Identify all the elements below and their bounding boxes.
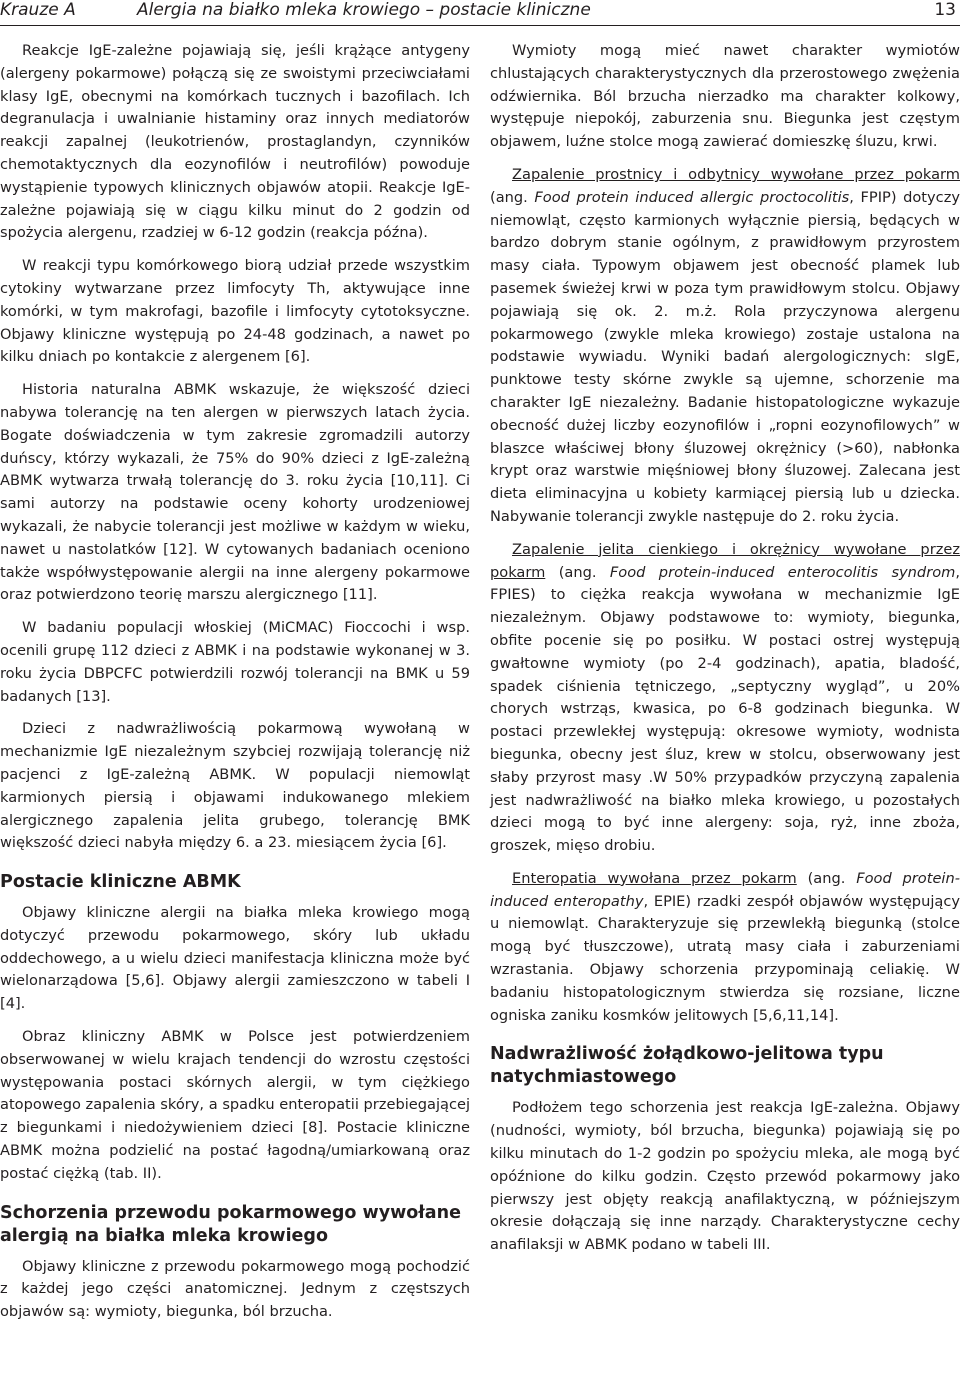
subsection-title: Enteropatia wywołana przez pokarm	[512, 869, 797, 887]
paragraph: Wymioty mogą mieć nawet charakter wymiotów chlustających charakterystycznych dla przerostowego zwężenia odźwiernika. Ból brzucha nierzadko ma charakter kolkowy, występuje niepokój, zaburzenia snu. Biegunka jest częstym objawem, luźne stolce mogą zawierać domieszkę śluzu, krwi.	[490, 42, 960, 151]
english-term: Food protein-induced enterocolitis syndrom	[609, 563, 956, 581]
text-span: (ang.	[796, 869, 857, 887]
paragraph: Dzieci z nadwrażliwością pokarmową wywołaną w mechanizmie IgE niezależnym szybciej rozwijają tolerancję niż pacjenci z IgE-zależną ABMK. W populacji niemowląt karmionych piersią i objawami indukowanego mlekiem alergicznego zapalenia jelita grubego, tolerancję BMK większość dzieci nabyła między 6. a 23. miesiącem życia [6].	[0, 720, 470, 852]
section-heading: Schorzenia przewodu pokarmowego wywołane alergią na białka mleka krowiego	[0, 1202, 461, 1246]
paragraph	[490, 868, 960, 1028]
section-heading: Nadwrażliwość żołądkowo-jelitowa typu natychmiastowego	[490, 1044, 884, 1088]
text-span: (ang.	[545, 563, 610, 581]
page-number: 13	[934, 0, 956, 20]
text-span: , FPIP) dotyczy niemowląt, często karmionych wyłącznie piersią, będących w bardzo dobrym stanie ogólnym, z prawidłowym przyrostem masy ciała. Typowym objawem jest obecność plamek lub pasemek świeżej krwi w poza tym prawidłowym stolcu. Objawy pojawiają się ok. 2. m.ż. Rola przyczynowa alergenu pokarmowego (zwykle mleka krowiego) zostaje ustalona na podstawie wywiadu. Wyniki badań alergologicznych: sIgE, punktowe testy skórne zwykle są ujemne, schorzenie ma charakter IgE niezależny. Badanie histopatologiczne wykazuje obecność dużej liczby eozynofilów i „ropni eozynofilowych” w blaszce właściwej błony śluzowej okrężnicy (>60), nabłonka krypt oraz warstwie mięśniowej błony śluzowej. Zalecana jest dieta eliminacyjna u kobiety karmiącej piersią lub u dziecka. Nabywanie tolerancji zwykle następuje do 2. roku życia.	[490, 188, 960, 525]
header-title: Alergia na białko mleka krowiego – postacie kliniczne	[137, 0, 591, 20]
english-term: Food protein-induced enteropathy	[490, 869, 960, 910]
left-column	[0, 40, 470, 1334]
text-span: , EPIE) rzadki zespół objawów występujący u niemowląt. Charakteryzuje się przewlekłą biegunką (stolce mogą być tłuszczowe), utratą masy ciała i zaburzeniami wzrastania. Objawy schorzenia przypominają celiakię. W badaniu histopatologicznym stwierdza się rozsiane, liczne ogniska zaniku kosmków jelitowych [5,6,11,14].	[490, 892, 960, 1024]
english-term: Food protein induced allergic proctocolitis	[534, 188, 850, 206]
subsection-title: Zapalenie jelita cienkiego i okrężnicy wywołane przez pokarm	[490, 540, 960, 581]
subsection-title: Zapalenie prostnicy i odbytnicy wywołane przez pokarm	[512, 165, 960, 183]
running-header	[0, 0, 960, 26]
paragraph: Historia naturalna ABMK wskazuje, że większość dzieci nabywa tolerancję na ten alergen w pierwszych latach życia. Bogate doświadczenia w tym zakresie zgromadzili autorzy duńscy, którzy wykazali, że 75% do 90% dzieci z IgE-zależną ABMK wytwarza trwałą tolerancję do 3. roku życia [10,11]. Ci sami autorzy na podstawie oceny kohorty urodzeniowej wykazali, że nabycie tolerancji jest możliwe w każdym w wieku, nawet u nastolatków [12]. W cytowanych badaniach oceniono także współwystępowanie alergii na inne alergeny pokarmowe oraz potwierdzono teorię marszu alergicznego [11].	[0, 381, 470, 604]
paragraph: Podłożem tego schorzenia jest reakcja IgE-zależna. Objawy (nudności, wymioty, ból brzucha, biegunka) pojawiają się po kilku minutach do 1-2 godzin po spożyciu mleka, ale mogą być opóźnione do kilku godzin. Często przewód pokarmowy jako pierwszy jest objęty reakcją anafilaktyczną, w późniejszym okresie dołączają się inne narządy. Charakterystyczne cechy anafilaksji w ABMK podano w tabeli III.	[490, 1099, 960, 1254]
paragraph	[490, 164, 960, 529]
header-author: Krauze A	[0, 0, 76, 20]
section-heading: Postacie kliniczne ABMK	[0, 872, 241, 893]
paragraph: Obraz kliniczny ABMK w Polsce jest potwierdzeniem obserwowanej w wielu krajach tendencji do wzrostu częstości występowania postaci skórnych alergii, w tym ciężkiego atopowego zapalenia skóry, a spadku enteropatii przebiegającej z biegunkami i niedożywieniem dzieci [8]. Postacie kliniczne ABMK można podzielić na postać łagodną/umiarkowaną oraz postać ciężką (tab. II).	[0, 1028, 470, 1182]
paragraph: W badaniu populacji włoskiej (MiCMAC) Fioccochi i wsp. ocenili grupę 112 dzieci z ABMK i na podstawie wykonanej w 3. roku życia DBPCFC potwierdzili rozwój tolerancji na BMK u 59 badanych [13].	[0, 619, 470, 705]
right-column	[490, 40, 960, 1267]
paragraph: Objawy kliniczne alergii na białka mleka krowiego mogą dotyczyć przewodu pokarmowego, skóry lub układu oddechowego, a u wielu dzieci manifestacja kliniczna może być wielonarządowa [5,6]. Objawy alergii zamieszczono w tabeli I [4].	[0, 904, 470, 1013]
paragraph: Reakcje IgE-zależne pojawiają się, jeśli krążące antygeny (alergeny pokarmowe) połączą się ze swoistymi przeciwciałami klasy IgE, obecnymi na komórkach tucznych i bazofilach. Ich degranulacja i uwalnianie histaminy oraz innych mediatorów reakcji zapalnej (leukotrienów, prostaglandyn, czynników chemotaktycznych dla eozynofilów i neutrofilów) powoduje wystąpienie typowych klinicznych objawów atopii. Reakcje IgE-zależne pojawiają się w ciągu kilku minut do 2 godzin od spożycia alergenu, rzadziej w 6-12 godzin (reakcja późna).	[0, 42, 470, 242]
paragraph	[490, 539, 960, 858]
text-span: (ang.	[490, 188, 535, 206]
paragraph: W reakcji typu komórkowego biorą udział przede wszystkim cytokiny wytwarzane przez limfocyty Th, aktywujące inne komórki, w tym makrofagi, bazofile i limfocyty cytotoksyczne. Objawy kliniczne występują po 24-48 godzinach, a nawet po kilku dniach po kontakcie z alergenem [6].	[0, 257, 470, 366]
header-rule	[0, 25, 960, 26]
paragraph: Objawy kliniczne z przewodu pokarmowego mogą pochodzić z każdej jego części anatomicznej. Jednym z częstszych objawów są: wymioty, biegunka, ból brzucha.	[0, 1257, 470, 1321]
text-span: , FPIES) to ciężka reakcja wywołana w mechanizmie IgE niezależnym. Objawy podstawowe to: wymioty, biegunka, obfite pocenie się po posiłku. W postaci ostrej występują gwałtowne wymioty (po 2-4 godzinach), apatia, bladość, spadek ciśnienia tętniczego, „septyczny wygląd”, u 20% chorych wstrząs, kwasica, po 6-8 godzinach biegunka. W postaci przewlekłej występują: okresowe wymioty, wodnista biegunka, obecny jest śluz, krew w stolcu, obserwowany jest słaby przyrost masy .W 50% przypadków przyczyną zapalenia jest nadwrażliwość na białko mleka krowiego, u pozostałych dzieci mogą to być inne alergeny: soja, ryż, inne zboża, groszek, mięso drobiu.	[490, 563, 960, 855]
